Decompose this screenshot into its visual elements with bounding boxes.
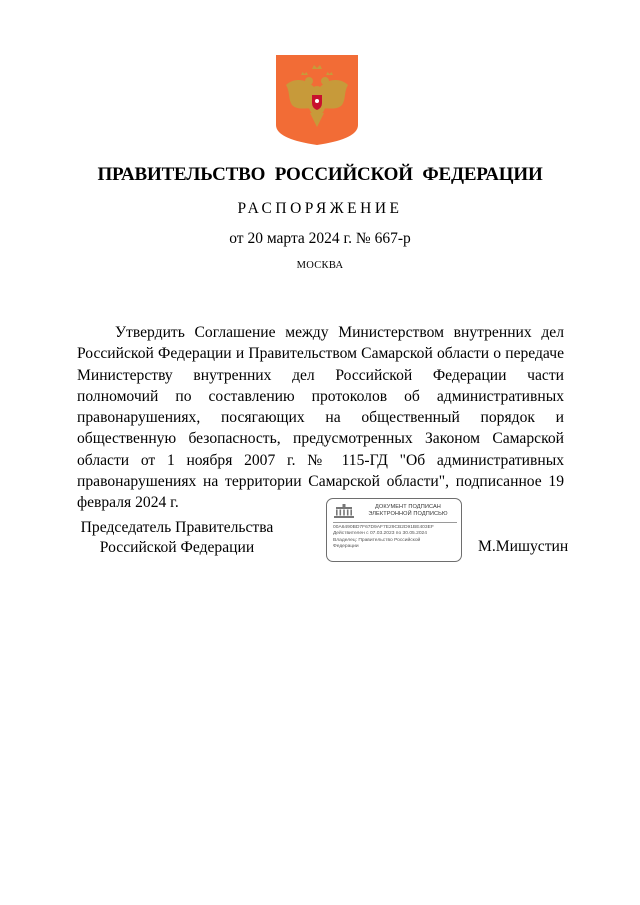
signer-position-line1: Председатель Правительства <box>80 519 274 536</box>
signer-position <box>70 518 284 558</box>
document-body: Утвердить Соглашение между Министерством внутренних дел Российской Федерации и Правительством Самарской области о передаче Министерству внутренних дел Российской Федерации части полномочий по составлению протоколов об административных правонарушениях, посягающих на общественный порядок и общественную безопасность, предусмотренных Законом Самарской области от 1 ноября 2007 г. № 115-ГД "Об административных правонарушениях на территории Самарской области", подписанное 19 февраля 2024 г. <box>77 324 564 512</box>
document-city: МОСКВА <box>296 260 344 271</box>
electronic-signature-stamp <box>326 498 462 562</box>
government-title: ПРАВИТЕЛЬСТВО РОССИЙСКОЙ ФЕДЕРАЦИИ <box>97 164 543 185</box>
esig-heading-line1: ДОКУМЕНТ ПОДПИСАН <box>375 504 441 510</box>
esig-heading-line2: ЭЛЕКТРОННОЙ ПОДПИСЬЮ <box>368 511 448 517</box>
signer-name: М.Мишустин <box>478 538 569 555</box>
esig-details <box>333 525 458 550</box>
document-date-number: от 20 марта 2024 г. № 667-р <box>229 230 411 247</box>
state-emblem <box>276 55 358 145</box>
esig-owner-line2: Федерации <box>333 543 359 549</box>
esig-heading <box>357 504 459 518</box>
esig-owner-line1: Владелец: Правительство Российской <box>333 537 421 543</box>
government-building-icon <box>333 504 355 518</box>
esig-divider <box>333 522 457 523</box>
esig-certificate: 00A6490BD7F67D9AF7E29CB2D91BE403EF <box>333 525 434 530</box>
signer-position-line2: Российской Федерации <box>99 539 255 556</box>
coat-of-arms-icon <box>276 55 358 145</box>
document-type: РАСПОРЯЖЕНИЕ <box>237 200 403 217</box>
esig-validity: Действителен с 07.03.2023 по 30.05.2024 <box>333 531 427 537</box>
